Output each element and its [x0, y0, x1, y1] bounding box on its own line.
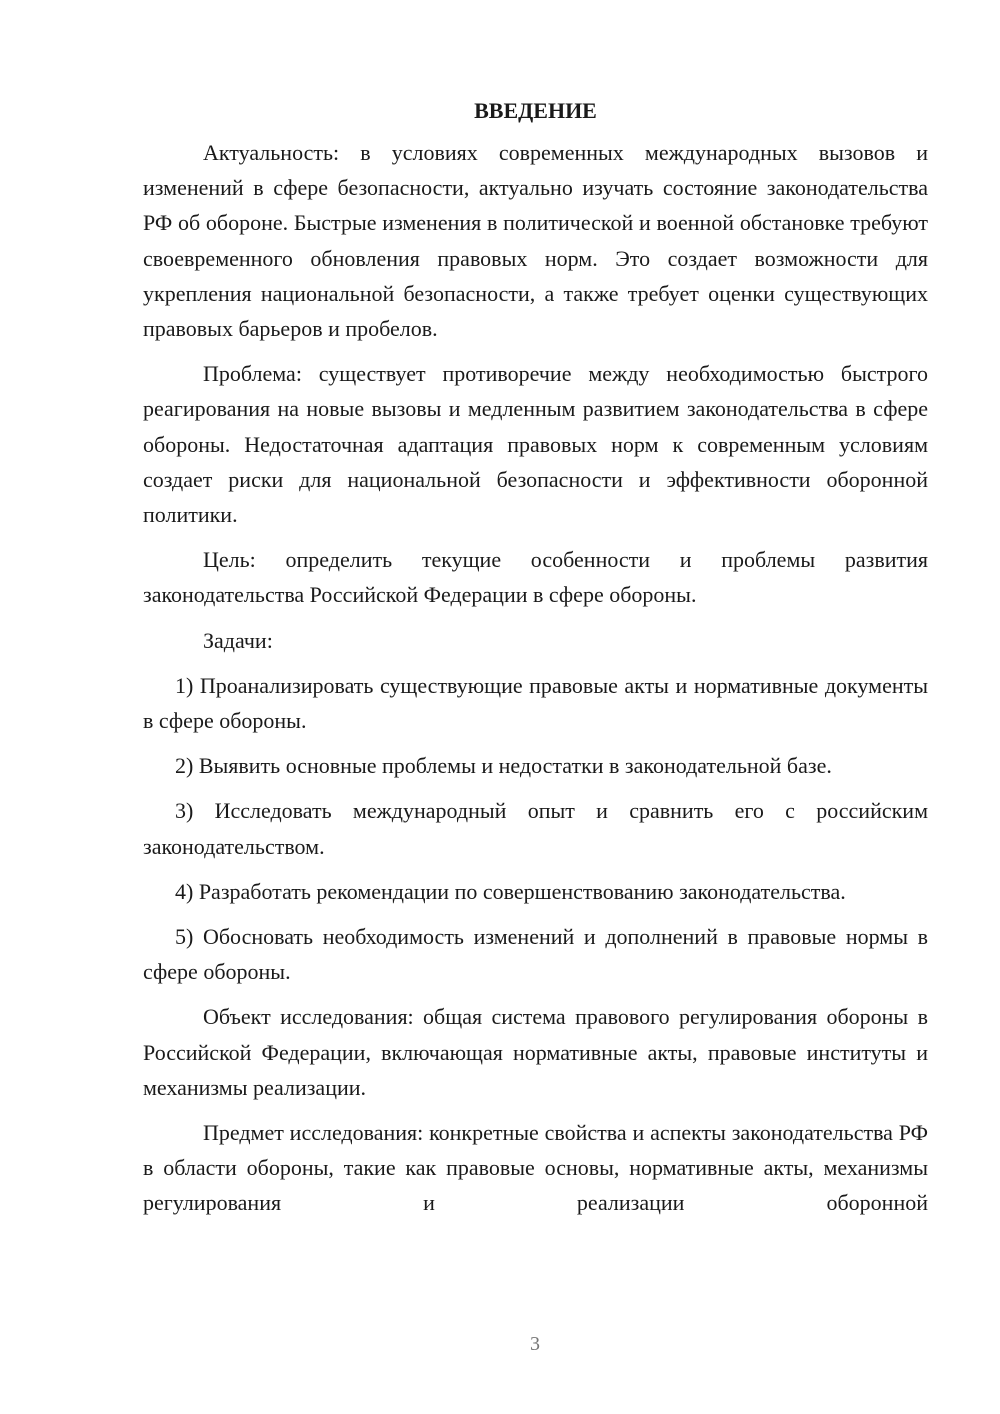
tasks-heading: Задачи: — [203, 627, 273, 653]
task-item-4: 4) Разработать рекомендации по совершенствованию законодательства. — [175, 878, 846, 904]
paragraph-object: Объект исследования: общая система правового регулирования обороны в Российской Федерации, включающая нормативные акты, правовые институты и механизмы реализации. — [143, 1004, 928, 1100]
page-number: 3 — [530, 1333, 540, 1355]
task-item-2: 2) Выявить основные проблемы и недостатки в законодательной базе. — [175, 753, 832, 779]
paragraph-problem: Проблема: существует противоречие между необходимостью быстрого реагирования на новые вызовы и медленным развитием законодательства в сфере обороны. Недостаточная адаптация правовых норм к современным условиям создает риски для национальной безопасности и эффективности оборонной политики. — [143, 361, 928, 528]
paragraph-relevance: Актуальность: в условиях современных международных вызовов и изменений в сфере безопасности, актуально изучать состояние законодательства РФ об обороне. Быстрые изменения в политической и военной обстановке требуют своевременного обновления правовых норм. Это создает возможности для укрепления национальной безопасности, а также требует оценки существующих правовых барьеров и пробелов. — [143, 140, 928, 342]
paragraph-goal: Цель: определить текущие особенности и проблемы развития законодательства Российской Федерации в сфере обороны. — [143, 547, 928, 608]
document-body — [143, 95, 928, 1221]
task-item-1: 1) Проанализировать существующие правовые акты и нормативные документы в сфере обороны. — [143, 672, 928, 734]
paragraph-subject: Предмет исследования: конкретные свойства и аспекты законодательства РФ в области обороны, такие как правовые основы, нормативные акты, механизмы регулирования и реализации оборонной — [143, 1120, 928, 1216]
task-item-3: 3) Исследовать международный опыт и сравнить его с российским законодательством. — [143, 798, 928, 859]
section-title: ВВЕДЕНИЕ — [474, 98, 597, 123]
task-item-5: 5) Обосновать необходимость изменений и дополнений в правовые нормы в сфере обороны. — [143, 924, 928, 985]
